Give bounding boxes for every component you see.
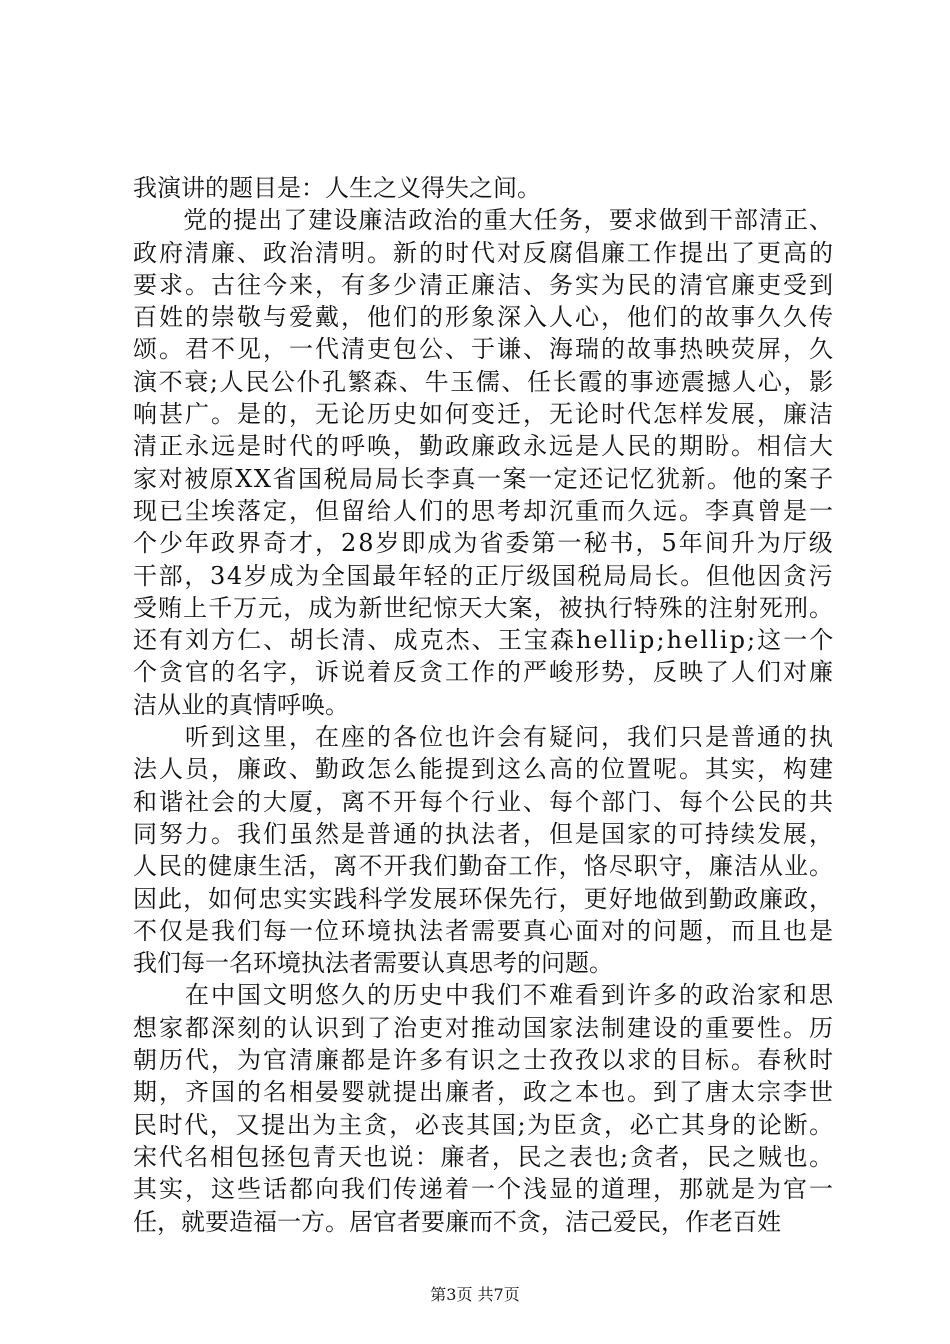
text-line: 清正永远是时代的呼唤，勤政廉政永远是人民的期盼。相信大 bbox=[133, 432, 835, 461]
page-number-footer: 第3页 共7页 bbox=[430, 1285, 520, 1304]
text-line: 家对被原XX省国税局局长李真一案一定还记忆犹新。他的案子 bbox=[133, 464, 835, 493]
text-line: 其实，这些话都向我们传递着一个浅显的道理，那就是为官一 bbox=[133, 1175, 835, 1204]
text-line: 洁从业的真情呼唤。 bbox=[133, 690, 349, 719]
text-line: 朝历代，为官清廉都是许多有识之士孜孜以求的目标。春秋时 bbox=[133, 1046, 835, 1075]
text-line: 政府清廉、政治清明。新的时代对反腐倡廉工作提出了更高的 bbox=[133, 238, 835, 267]
text-line: 个少年政界奇才，28岁即成为省委第一秘书，5年间升为厅级 bbox=[133, 529, 835, 558]
text-line: 响甚广。是的，无论历史如何变迁，无论时代怎样发展，廉洁 bbox=[133, 400, 835, 429]
text-line: 百姓的崇敬与爱戴，他们的形象深入人心，他们的故事久久传 bbox=[133, 303, 835, 332]
text-line: 个贪官的名字，诉说着反贪工作的严峻形势，反映了人们对廉 bbox=[133, 658, 835, 687]
text-line: 现已尘埃落定，但留给人们的思考却沉重而久远。李真曾是一 bbox=[133, 496, 835, 525]
text-line: 我演讲的题目是：人生之义得失之间。 bbox=[133, 174, 541, 202]
text-line: 法人员，廉政、勤政怎么能提到这么高的位置呢。其实，构建 bbox=[133, 755, 835, 784]
text-line: 人民的健康生活，离不开我们勤奋工作，恪尽职守，廉洁从业。 bbox=[133, 852, 835, 881]
text-line: 还有刘方仁、胡长清、成克杰、王宝森hellip;hellip;这一个 bbox=[133, 626, 836, 655]
text-line: 我们每一名环境执法者需要认真思考的问题。 bbox=[133, 949, 613, 978]
text-line: 党的提出了建设廉洁政治的重大任务，要求做到干部清正、 bbox=[133, 206, 835, 235]
text-line: 宋代名相包拯包青天也说：廉者，民之表也;贪者，民之贼也。 bbox=[133, 1142, 835, 1171]
text-line: 民时代，又提出为主贪，必丧其国;为臣贪，必亡其身的论断。 bbox=[133, 1110, 835, 1139]
speech-body-text bbox=[133, 172, 836, 1238]
text-line: 要求。古往今来，有多少清正廉洁、务实为民的清官廉吏受到 bbox=[133, 270, 835, 299]
text-line: 任，就要造福一方。居官者要廉而不贪，洁己爱民，作老百姓 bbox=[133, 1207, 781, 1236]
text-line: 同努力。我们虽然是普通的执法者，但是国家的可持续发展， bbox=[133, 819, 835, 848]
text-line: 和谐社会的大厦，离不开每个行业、每个部门、每个公民的共 bbox=[133, 787, 835, 816]
text-line: 受贿上千万元，成为新世纪惊天大案，被执行特殊的注射死刑。 bbox=[133, 593, 835, 622]
text-line: 想家都深刻的认识到了治吏对推动国家法制建设的重要性。历 bbox=[133, 1013, 835, 1042]
text-line: 期，齐国的名相晏婴就提出廉者，政之本也。到了唐太宗李世 bbox=[133, 1078, 835, 1107]
text-line: 不仅是我们每一位环境执法者需要真心面对的问题，而且也是 bbox=[133, 916, 835, 945]
text-line: 因此，如何忠实实践科学发展环保先行，更好地做到勤政廉政， bbox=[133, 884, 835, 913]
text-line: 演不衰;人民公仆孔繁森、牛玉儒、任长霞的事迹震撼人心，影 bbox=[133, 367, 835, 396]
text-line: 听到这里，在座的各位也许会有疑问，我们只是普通的执 bbox=[133, 723, 835, 752]
text-line: 干部，34岁成为全国最年轻的正厅级国税局局长。但他因贪污 bbox=[133, 561, 835, 590]
text-line: 颂。君不见，一代清吏包公、于谦、海瑞的故事热映荧屏，久 bbox=[133, 335, 835, 364]
text-line: 在中国文明悠久的历史中我们不难看到许多的政治家和思 bbox=[133, 981, 835, 1010]
